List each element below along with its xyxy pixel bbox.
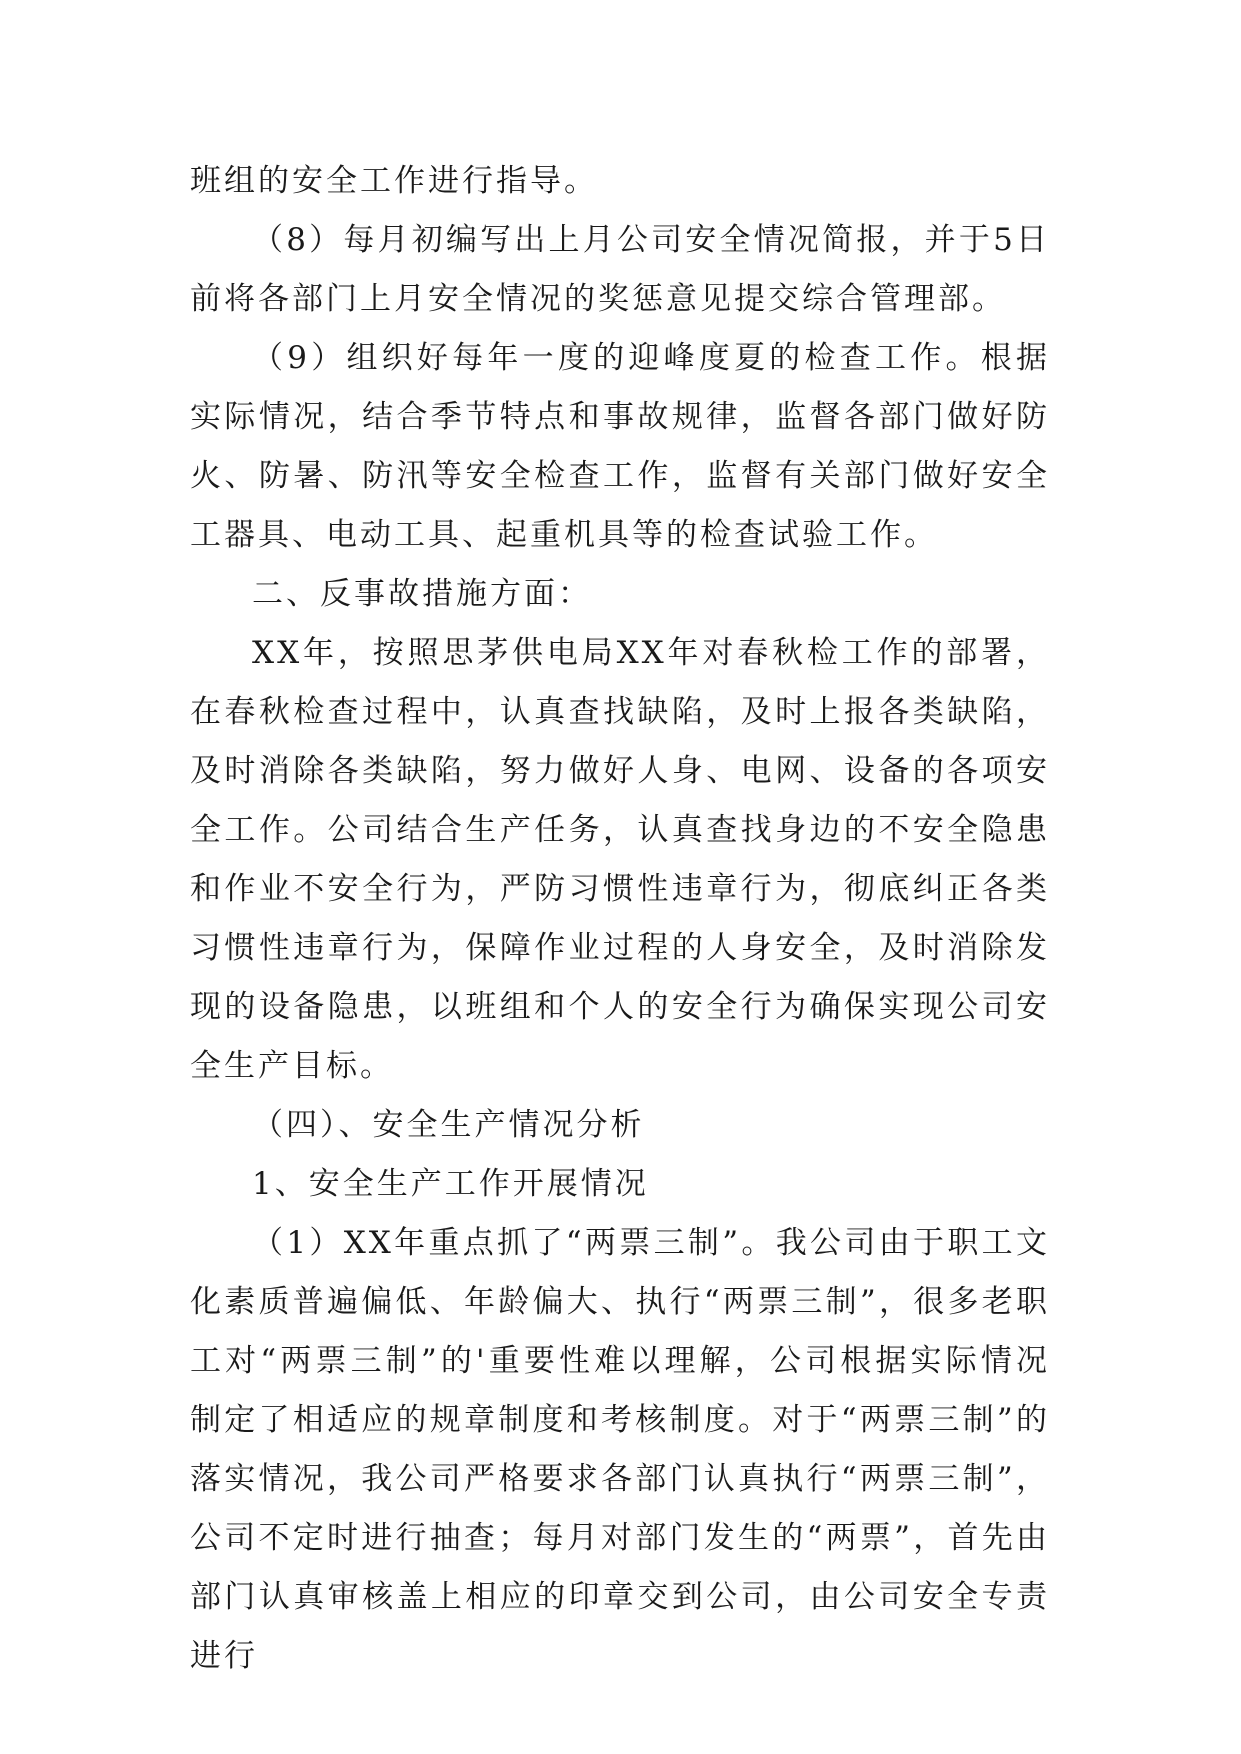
subsection-heading-work-status: 1、安全生产工作开展情况 [252, 1166, 649, 1202]
section-heading-anti-accident: 二、反事故措施方面： [252, 576, 592, 612]
paragraph-item-8: （8）每月初编写出上月公司安全情况简报，并于5日前将各部门上月安全情况的奖惩意见提交综合管理部。 [190, 222, 1050, 317]
paragraph-item-1: （1）XX年重点抓了“两票三制”。我公司由于职工文化素质普遍偏低、年龄偏大、执行“两票三制”，很多老职工对“两票三制”的'重要性难以理解，公司根据实际情况制定了相适应的规章制度和考核制度。对于“两票三制”的落实情况，我公司严格要求各部门认真执行“两票三制”，公司不定时进行抽查；每月对部门发生的“两票”，首先由部门认真审核盖上相应的印章交到公司，由公司安全专责进行 [190, 1225, 1050, 1674]
section-heading-safety-analysis: （四）、安全生产情况分析 [252, 1107, 645, 1143]
paragraph-continuation: 班组的安全工作进行指导。 [190, 163, 598, 199]
document-body [190, 152, 1050, 1686]
paragraph-item-9: （9）组织好每年一度的迎峰度夏的检查工作。根据实际情况，结合季节特点和事故规律，监督各部门做好防火、防暑、防汛等安全检查工作，监督有关部门做好安全工器具、电动工具、起重机具等的检查试验工作。 [190, 340, 1050, 553]
paragraph-anti-accident-measures: XX年，按照思茅供电局XX年对春秋检工作的部署，在春秋检查过程中，认真查找缺陷，及时上报各类缺陷，及时消除各类缺陷，努力做好人身、电网、设备的各项安全工作。公司结合生产任务，认真查找身边的不安全隐患和作业不安全行为，严防习惯性违章行为，彻底纠正各类习惯性违章行为，保障作业过程的人身安全，及时消除发现的设备隐患，以班组和个人的安全行为确保实现公司安全生产目标。 [190, 635, 1050, 1084]
